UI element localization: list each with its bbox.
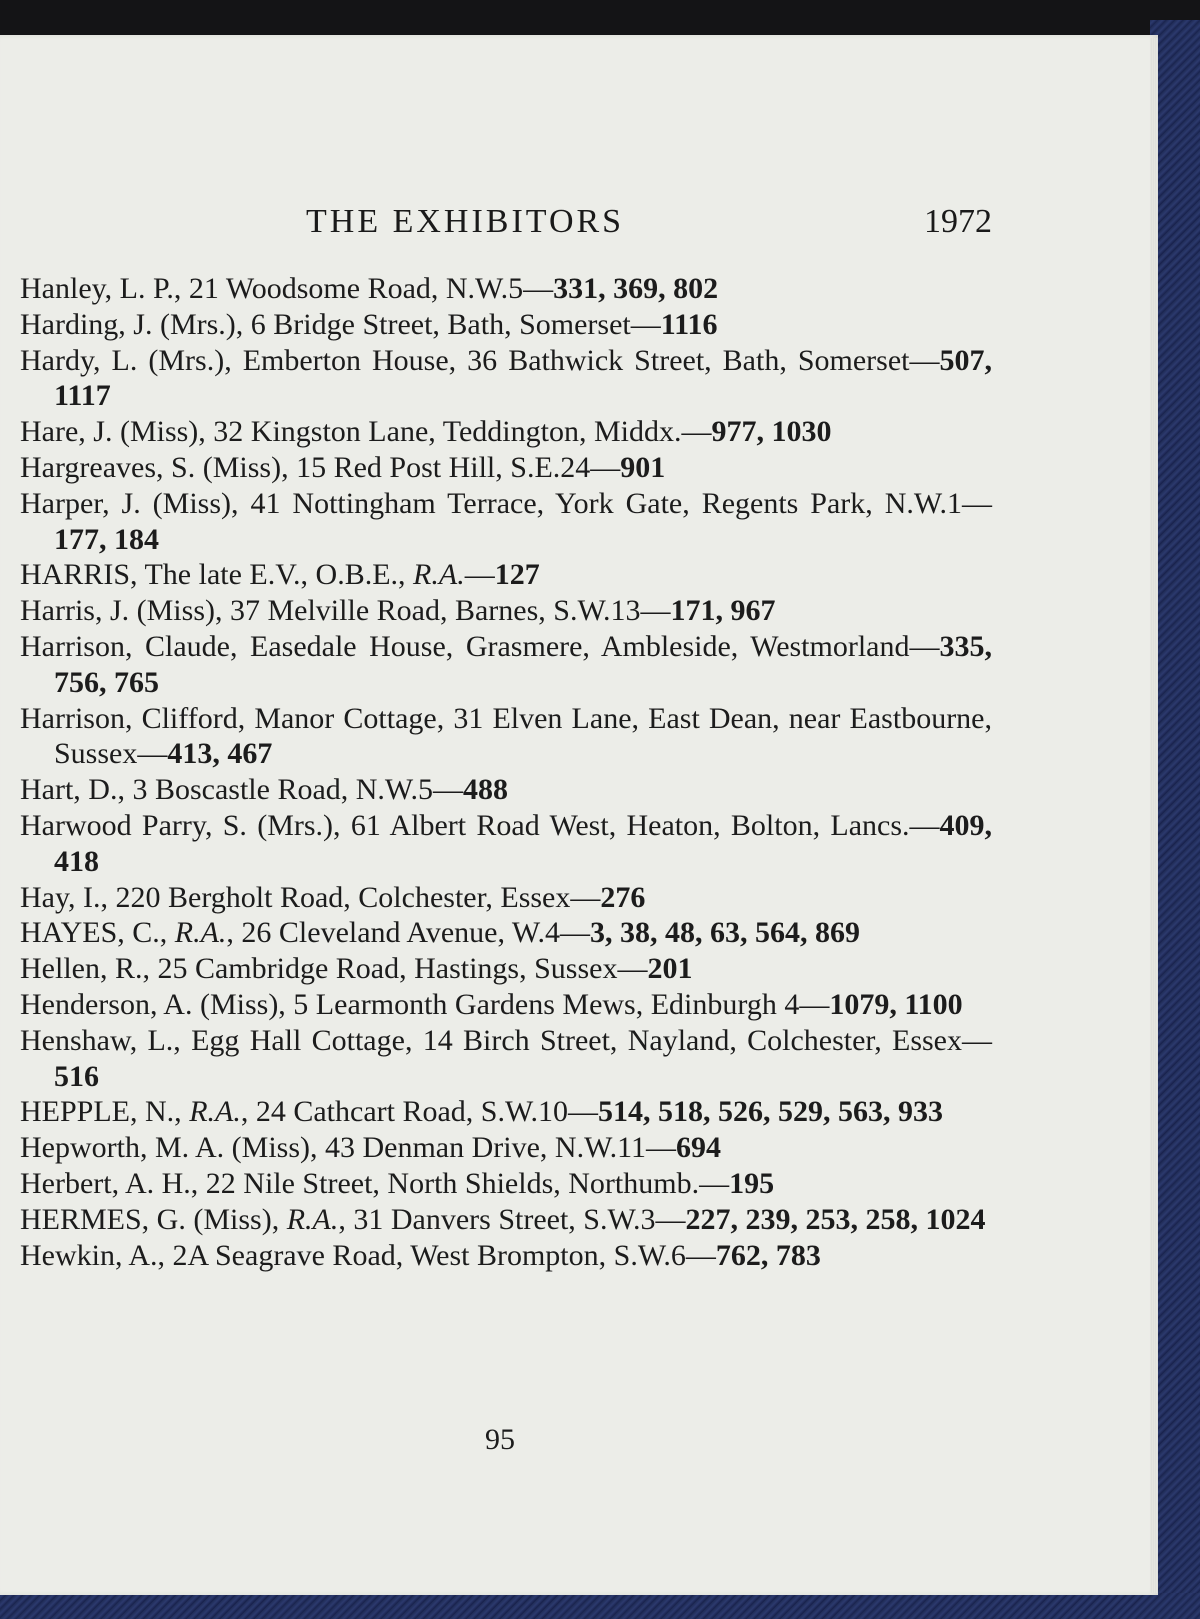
background-top [0,0,1200,40]
page-year: 1972 [924,203,992,240]
page-number: 95 [485,1423,515,1456]
exhibitor-entry: HEPPLE, N., R.A., 24 Cathcart Road, S.W.10—514, 518, 526, 529, 563, 933 [20,1095,944,1129]
exhibitor-entry: Herbert, A. H., 22 Nile Street, North Shields, Northumb.—195 [20,1166,775,1200]
exhibitor-entry: HAYES, C., R.A., 26 Cleveland Avenue, W.4—3, 38, 48, 63, 564, 869 [20,916,860,950]
exhibitor-entry: Hepworth, M. A. (Miss), 43 Denman Drive, N.W.11—694 [20,1131,722,1165]
exhibitor-entry: Hardy, L. (Mrs.), Emberton House, 36 Bathwick Street, Bath, Somerset—507, 1117 [20,343,992,413]
running-head [0,203,1158,243]
exhibitor-entry: Harrison, Clifford, Manor Cottage, 31 Elven Lane, East Dean, near Eastbourne, Sussex—413, 467 [20,701,992,771]
exhibitor-entry: HARRIS, The late E.V., O.B.E., R.A.—127 [20,558,540,592]
exhibitor-entry: Harwood Parry, S. (Mrs.), 61 Albert Road West, Heaton, Bolton, Lancs.—409, 418 [20,808,992,878]
exhibitor-entry: Hellen, R., 25 Cambridge Road, Hastings, Sussex—201 [20,952,693,986]
exhibitor-entry: Hay, I., 220 Bergholt Road, Colchester, Essex—276 [20,880,646,914]
exhibitor-entry: Hargreaves, S. (Miss), 15 Red Post Hill, S.E.24—901 [20,450,666,484]
exhibitor-entry: Hanley, L. P., 21 Woodsome Road, N.W.5—331, 369, 802 [20,272,719,305]
exhibitor-entry: Harrison, Claude, Easedale House, Grasmere, Ambleside, Westmorland—335, 756, 765 [20,629,992,699]
exhibitor-entry: Hare, J. (Miss), 32 Kingston Lane, Teddington, Middx.—977, 1030 [20,415,832,449]
exhibitor-entry: Harper, J. (Miss), 41 Nottingham Terrace, York Gate, Regents Park, N.W.1—177, 184 [20,486,992,556]
page-stack-edge [1150,38,1158,1593]
exhibitor-entry: Hart, D., 3 Boscastle Road, N.W.5—488 [20,773,508,807]
exhibitor-entry: Henshaw, L., Egg Hall Cottage, 14 Birch Street, Nayland, Colchester, Essex—516 [20,1023,992,1093]
exhibitor-entry: Harding, J. (Mrs.), 6 Bridge Street, Bath, Somerset—1116 [20,307,718,341]
exhibitor-entry: Harris, J. (Miss), 37 Melville Road, Barnes, S.W.13—171, 967 [20,594,776,628]
exhibitor-list [20,271,992,1273]
exhibitor-entry: Henderson, A. (Miss), 5 Learmonth Gardens Mews, Edinburgh 4—1079, 1100 [20,987,963,1021]
page-title: THE EXHIBITORS [306,203,625,240]
book-cover-bottom [0,1593,1200,1619]
book-page [0,35,1158,1595]
exhibitor-entry: HERMES, G. (Miss), R.A., 31 Danvers Street, S.W.3—227, 239, 253, 258, 1024 [20,1202,986,1236]
exhibitor-entry: Hewkin, A., 2A Seagrave Road, West Brompton, S.W.6—762, 783 [20,1238,821,1272]
